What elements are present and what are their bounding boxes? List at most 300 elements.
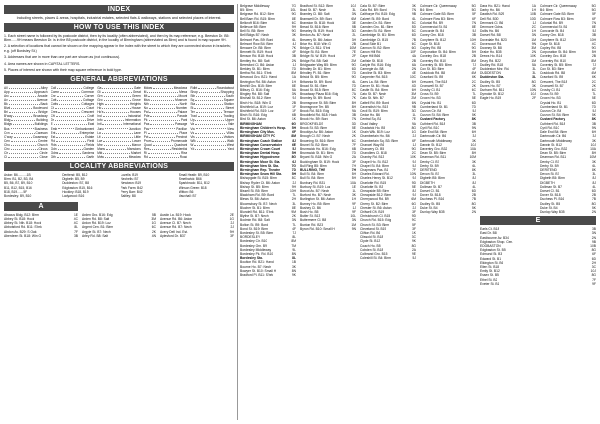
street-name: Dudley St. B5 [420, 201, 441, 206]
map-reference: 9J [412, 193, 416, 198]
street-name: Colbrand Gro. B15 [360, 251, 388, 256]
abbreviation-full: Mount [178, 93, 188, 98]
locality-item: Newtown: B19 [120, 181, 142, 186]
street-name: Bush Ho. B5 [300, 209, 319, 214]
map-reference: 1A [531, 4, 536, 8]
map-reference: 6F [592, 16, 596, 21]
abbreviation-short: Nth [143, 101, 149, 106]
street-name: Bell Barn Rd. B15: Birm [240, 16, 275, 21]
map-reference: 9G [591, 46, 596, 51]
street-name: Bertha Rd. B11: S'brk [240, 71, 272, 76]
street-name: Brindley Pl. B1: Birm [300, 71, 331, 76]
street-name: Bennett St. B19: Hock [240, 50, 273, 55]
locality-item: Hockley: B18, B19 [62, 189, 89, 194]
map-reference: 8J [472, 176, 476, 181]
abbreviation-short: Ga [97, 85, 102, 90]
street-name: Calthorpe Rd. B15: Edg [360, 12, 395, 17]
street-name: Durham Rd. B11 [480, 88, 505, 93]
leader-dots [199, 90, 220, 93]
map-reference: 8L [74, 225, 78, 230]
abbreviation-short: Cen [4, 138, 10, 143]
street-name: Coventry Rd. B10 [540, 58, 567, 63]
street-name: Darwin St. B12 [540, 142, 562, 147]
street-name: Chancel Way B6 [360, 142, 385, 147]
index-column-c1 [360, 4, 416, 422]
street-name: BROOKFIELDS [300, 121, 324, 126]
leader-dots [11, 143, 36, 146]
map-reference: 9D [411, 180, 416, 185]
map-reference: 10B [590, 243, 596, 248]
street-name: Birchall St. B12: Birm [240, 96, 272, 101]
map-reference: 3L [592, 172, 596, 177]
street-name: Birmingham Moor St. Sta. [240, 159, 281, 164]
map-reference: 6G [411, 201, 416, 206]
map-reference: 9G [351, 62, 356, 67]
map-reference: 6F [592, 252, 596, 257]
street-name: Duchess Pl. B16 [540, 197, 565, 202]
map-reference: 5J [592, 29, 596, 34]
abbreviation-short: Sth [190, 93, 196, 98]
map-reference: 4E [411, 71, 416, 76]
abbreviation-short: Pk [143, 118, 148, 123]
map-reference: 6L [412, 16, 416, 21]
abbreviation-short: All [4, 85, 8, 90]
leader-dots [57, 86, 82, 89]
map-reference: 8C [291, 176, 296, 181]
street-name: Austin La. B19: Hock [160, 212, 191, 217]
street-name: Colmore Row B3: Birm [540, 16, 574, 21]
street-name: Buxton Rd. B23 [300, 222, 324, 227]
street-name: Digbeth B5: Birm [420, 176, 445, 181]
map-reference: 2N [591, 235, 596, 240]
map-reference: 7K [291, 46, 296, 51]
street-name: Drake Ho. B35 [480, 50, 502, 55]
leader-dots [58, 147, 83, 150]
map-reference: 8C [351, 88, 356, 93]
leader-dots [196, 102, 223, 105]
abbreviation-short: Bldgs [4, 122, 12, 127]
abbreviation-short: Lit [97, 134, 101, 139]
abbreviation-short: Intl [97, 122, 102, 127]
street-name: DIGBETH [420, 180, 435, 185]
map-reference: 9E [411, 251, 416, 256]
street-name: Cecil St. B19: Birm [360, 109, 388, 114]
map-reference: 10C [409, 75, 416, 80]
map-reference: 8H [591, 151, 596, 156]
leader-dots [148, 94, 177, 97]
street-name: Cuthbert Rd. B18 [420, 121, 446, 126]
leader-dots [102, 135, 134, 138]
leader-dots [13, 114, 32, 117]
leader-dots [11, 118, 35, 121]
abbreviation-full: Place [179, 130, 188, 135]
abbreviation-full: Back [40, 101, 48, 106]
map-reference: 8L [292, 256, 296, 261]
map-reference: 6D [411, 33, 416, 38]
abbreviation-short: Hgts [97, 101, 104, 106]
intro-column [4, 4, 234, 422]
abbreviation-short: Gdn [50, 147, 57, 152]
street-name: Chamberlain Ho. B6 [360, 134, 390, 139]
street-name: Bunbury Rd. B31 [300, 180, 326, 185]
map-reference: 8J [592, 176, 596, 181]
street-name: Cromwell St. B7 [420, 83, 444, 88]
abbreviation-full: Gardens [81, 151, 95, 156]
map-reference: 9G [291, 12, 296, 17]
street-name: Cox St. B3: Birm [420, 67, 445, 72]
map-reference: 5H [351, 176, 356, 181]
street-name: Birmingham City Mus. [240, 130, 275, 135]
street-name: Dollis Ho. B6 [480, 29, 500, 34]
map-reference: 7H [351, 167, 356, 172]
leader-dots [150, 102, 179, 105]
map-reference: 4A [411, 54, 416, 59]
leader-dots [104, 143, 131, 146]
map-reference: 10L [350, 214, 356, 219]
street-name: Cala St. B7: Birm [360, 4, 386, 8]
leader-dots [149, 106, 175, 109]
map-reference: 8G [471, 201, 476, 206]
abbreviation-short: Gt [97, 89, 101, 94]
abbreviation-short: Mdw [97, 155, 104, 160]
street-name: Charles Henry St. B12 [360, 176, 393, 181]
abbreviation-full: Walk [227, 138, 234, 143]
street-name: EDGBASTON [480, 243, 501, 248]
abbreviation-full: Bridge [38, 110, 48, 115]
map-reference: 7L [292, 222, 296, 227]
locality-item: Park Farm: B42 [120, 185, 143, 190]
abbreviation-full: Court [86, 106, 95, 111]
map-reference: 2C [531, 25, 536, 30]
index-column-b1 [240, 4, 296, 422]
street-name: Edward St. B1 [480, 256, 502, 261]
map-reference: 3K [531, 83, 536, 88]
street-name: Duddeston Mnr. Rd. [480, 67, 510, 72]
abbreviation-full: Green [131, 93, 141, 98]
map-reference: 3J [472, 134, 476, 139]
street-name: Christchurch Cl. B15 [360, 214, 391, 219]
map-reference: 10J [530, 92, 536, 97]
map-reference: 2J [230, 225, 234, 230]
map-reference: 2C [591, 79, 596, 84]
map-reference: 10L [290, 8, 296, 13]
abbreviation-full: Caravan [35, 130, 48, 135]
street-name: Bradford St. B12: Birm [300, 4, 333, 8]
abbreviation-full: Lower [132, 138, 141, 143]
street-name: Bellcroft B16: Birm [240, 20, 268, 25]
leader-dots [104, 110, 129, 113]
street-name: Branston St. B18: Hock [300, 20, 335, 25]
leader-dots [11, 90, 33, 93]
locality-item: Vauxhall: B7 [178, 193, 197, 198]
map-reference: 7F [592, 277, 596, 282]
leader-dots [58, 143, 85, 146]
street-name: Brearley St. B19: Hock [300, 29, 334, 34]
map-reference: 3F [352, 159, 356, 164]
map-reference: 3N [291, 218, 296, 223]
street-name: Bexhill Gro. B15: Birm [240, 83, 273, 88]
map-reference: 2A [411, 247, 416, 252]
abbreviation-full: Upper [225, 118, 234, 123]
street-name: Chadwick Ho. B5 [360, 125, 386, 130]
leader-dots [11, 127, 34, 130]
abbreviation-short: Va [190, 122, 195, 127]
street-name: Bishop St. B5: Birm [240, 184, 269, 189]
street-name: Essex St. B5 [480, 273, 499, 278]
map-reference: 7D [351, 151, 356, 156]
map-reference: 4L [592, 184, 596, 189]
abbreviation-full: Market [131, 151, 141, 156]
map-reference: 9F [352, 201, 356, 206]
abbreviation-short: Quad [143, 142, 152, 147]
map-reference: 10K [530, 54, 536, 59]
index-entry [4, 234, 78, 238]
abbreviation-short: C'way [4, 134, 13, 139]
map-reference: 8J [592, 180, 596, 185]
abbreviation-full: Circle [39, 151, 48, 156]
abbreviation-short: Ter [190, 110, 195, 115]
abbreviation-item [144, 155, 188, 159]
map-reference: 2C [411, 151, 416, 156]
street-name: Bryant St. B18: Win G [300, 155, 333, 160]
street-name: Dollman St. B7 [540, 184, 562, 189]
abbreviation-short: Flds [50, 142, 57, 147]
street-name: Chester St. B6: Aston [360, 205, 392, 210]
leader-dots [14, 135, 32, 138]
map-reference: 3G [411, 109, 416, 114]
street-name: Charles Edward Rd. [360, 172, 390, 177]
street-name: Blackham Rd. B9: Bord [240, 193, 275, 198]
map-reference: 3K [291, 33, 296, 38]
leader-dots [105, 127, 128, 130]
map-reference: 5A [291, 88, 296, 93]
map-reference: 1H [351, 197, 356, 202]
abbreviation-short: Cir [4, 151, 9, 156]
abbreviation-full: Palace [177, 110, 188, 115]
abbreviation-short: Cnr [50, 93, 56, 98]
map-reference: 4D [411, 83, 416, 88]
map-reference: 8J [292, 138, 296, 143]
map-reference: 8K [471, 167, 476, 172]
street-name: Corporation St. B4: Birm [540, 50, 576, 55]
map-reference: 2J [292, 180, 296, 185]
street-name: Commercial St. B1 [540, 25, 568, 30]
abbreviation-short: Mt [143, 93, 148, 98]
street-name: Darby Ho. B6 [480, 8, 500, 13]
map-reference: 5C [411, 29, 416, 34]
abbreviation-short: Chu [4, 142, 10, 147]
locality-item: Aston: B6..........1B [4, 173, 31, 178]
street-name: Bordesley Pk. Rd. B10 [240, 251, 274, 256]
map-reference: 9G [351, 75, 356, 80]
abbreviation-full: Arcade [37, 93, 48, 98]
street-name: Abdon Av. B29: S Oak [4, 229, 37, 234]
street-name: BIRMINGHAM CITY FC [240, 134, 276, 139]
map-reference: 1A [291, 75, 296, 80]
street-name: Birmingham Coach Station [240, 138, 283, 143]
map-reference: 2F [352, 54, 356, 59]
abbreviation-full: College [83, 85, 95, 90]
abbreviation-short: Pal [143, 110, 149, 115]
street-name: Bolton St. B9: Bord [240, 222, 269, 227]
map-reference: 2M [351, 58, 356, 63]
abbreviation-full: Rise [181, 151, 188, 156]
leader-dots [195, 147, 226, 150]
abbreviation-full: Garden [83, 147, 95, 152]
abbreviation-short: La [97, 130, 101, 135]
leader-dots [103, 151, 130, 154]
street-name: Coney Grn. B18 [420, 33, 444, 38]
leader-dots [104, 118, 124, 121]
street-name: Beresford Cl. B6: Aston [240, 62, 275, 67]
street-name: Bramwell Dr. B9: Bord [300, 16, 333, 21]
abbreviation-full: East [87, 122, 95, 127]
map-reference: 1K [351, 130, 356, 135]
abbreviation-full: House [131, 106, 141, 111]
map-reference: 5J [412, 163, 416, 168]
map-reference: 6L [472, 163, 476, 168]
street-name: Cherrywood Rd. B9 [360, 197, 389, 202]
street-name: Birmingham Dental Hosp. [240, 151, 281, 156]
map-reference: 7G [291, 4, 296, 8]
map-reference: 8L [292, 235, 296, 240]
map-reference: 7F [412, 167, 416, 172]
leader-dots [195, 118, 224, 121]
abbreviation-full: Fields [85, 142, 95, 147]
map-reference: 10M [349, 46, 356, 51]
map-reference: 5J [292, 146, 296, 151]
map-reference: 7L [292, 193, 296, 198]
street-name: Bull St. B4: Birm [300, 172, 325, 177]
map-reference: 3N [531, 33, 536, 38]
index-entries-a1 [4, 213, 78, 238]
abbreviation-full: North [179, 101, 188, 106]
street-name: Broad St. B1: Birm [300, 83, 328, 88]
abbreviation-full: Precinct [175, 134, 188, 139]
leader-dots [105, 102, 129, 105]
map-reference: 9J [292, 96, 296, 101]
street-name: Edgbaston St. B5 [480, 248, 506, 253]
map-reference: 7B [411, 37, 416, 42]
map-reference: 5F [412, 222, 416, 227]
leader-dots [194, 106, 224, 109]
abbreviation-full: Crescent [81, 110, 95, 115]
abbreviation-full: Manor [131, 142, 141, 147]
abbreviation-short: Ho's [97, 110, 104, 115]
map-reference: 1M [531, 58, 536, 63]
abbreviation-short: Pav [143, 126, 150, 131]
street-name: Cumberland St. B1 [540, 104, 568, 109]
map-reference: 10K [410, 155, 416, 160]
street-name: Browning St. B16: Birm [300, 138, 335, 143]
street-name: Dollman St. B7 [420, 184, 442, 189]
abbreviation-full: Common [81, 89, 95, 94]
street-name: Cope St. B18 [540, 41, 560, 46]
abbreviation-short: B'way [4, 114, 13, 119]
index-entry [240, 273, 296, 277]
street-name: Bredon Av. B7: Nech [300, 33, 331, 38]
street-name: Avenue Rd. B6: Aston [160, 217, 193, 222]
map-reference: 3K [411, 4, 416, 8]
map-reference: 3N [591, 231, 596, 236]
street-name: Duke St. B4 [420, 205, 438, 210]
map-reference: 5G [591, 8, 596, 13]
street-name: Cheapside B12: Birm [360, 193, 392, 198]
street-name: Boulton Rd. B21: Hand [240, 260, 274, 265]
street-name: B4: Birm [540, 8, 553, 13]
leader-dots [55, 118, 86, 121]
leader-dots [196, 135, 223, 138]
map-reference: 7D [291, 67, 296, 72]
street-name: Colonial Rd. B9 [420, 20, 443, 25]
street-name: BIRMINGHAM [240, 121, 262, 126]
abbreviation-short: Gdns [50, 151, 59, 156]
street-name: Derby St. B9 [540, 163, 559, 168]
leader-dots [102, 122, 122, 125]
leader-dots [198, 114, 222, 117]
map-reference: 2B [411, 58, 416, 63]
index-title: INDEX [4, 5, 234, 14]
map-reference: 9A [411, 121, 416, 126]
map-reference: 10A [350, 180, 356, 185]
map-reference: 5K [591, 205, 596, 210]
street-name: Bridge Ct. B11: S'brk [300, 46, 331, 51]
leader-dots [149, 110, 176, 113]
street-name: Brunswick St. B1: Birm [300, 151, 334, 156]
map-reference: 6D [471, 188, 476, 193]
street-name: Cheapside B5: Birm [360, 188, 390, 193]
leader-dots [149, 118, 180, 121]
street-name: Chad Valley [360, 121, 378, 126]
street-name: Bramley Cl. B8: Salt [300, 12, 330, 17]
map-reference: 2B [591, 54, 596, 59]
leader-dots [59, 151, 81, 154]
map-reference: 1E [351, 184, 356, 189]
locality-item: Sparkbrook: B11, B12 [178, 181, 210, 186]
map-reference: 9H [291, 25, 296, 30]
map-reference: 7N [471, 20, 476, 25]
map-reference: 10J [590, 142, 596, 147]
map-reference: 3B [471, 121, 476, 126]
street-name: Burbury St. B19: Loz [300, 184, 331, 189]
abbreviation-full: Terrace [223, 110, 234, 115]
map-reference: 7E [351, 50, 356, 55]
map-reference: 8K [471, 117, 476, 122]
map-reference: 6G [411, 46, 416, 51]
abbreviation-item [97, 155, 141, 159]
street-name: Coleshill St. B4: Birm [360, 256, 391, 261]
map-reference: 5H [291, 151, 296, 156]
street-name: Cavendish Ho. B15 [360, 104, 389, 109]
leader-dots [10, 94, 37, 97]
street-name: Belmont Pas. B9: Bord [240, 37, 274, 42]
street-name: Chain Wlk. B19: Loz [360, 130, 390, 135]
map-reference: 10M [589, 155, 596, 160]
street-name: Belmont Row B4: Birm [240, 41, 274, 46]
map-reference: 6D [591, 188, 596, 193]
abbreviation-short: Junc [97, 126, 104, 131]
abbreviation-short: Pas [143, 122, 150, 127]
street-name: Edgbaston Shop. Cen. [480, 239, 514, 244]
leader-dots [103, 139, 131, 142]
leader-dots [148, 151, 180, 154]
abbreviation-full: Little [134, 134, 141, 139]
street-name: Crystal Ho. B1 [420, 100, 442, 105]
street-name: Arden Rd. B8: Salt [82, 217, 110, 222]
street-name: Briar Ho. B18: Win G [300, 41, 331, 46]
map-reference: 3L [472, 172, 476, 177]
map-reference: 6K [471, 75, 476, 80]
